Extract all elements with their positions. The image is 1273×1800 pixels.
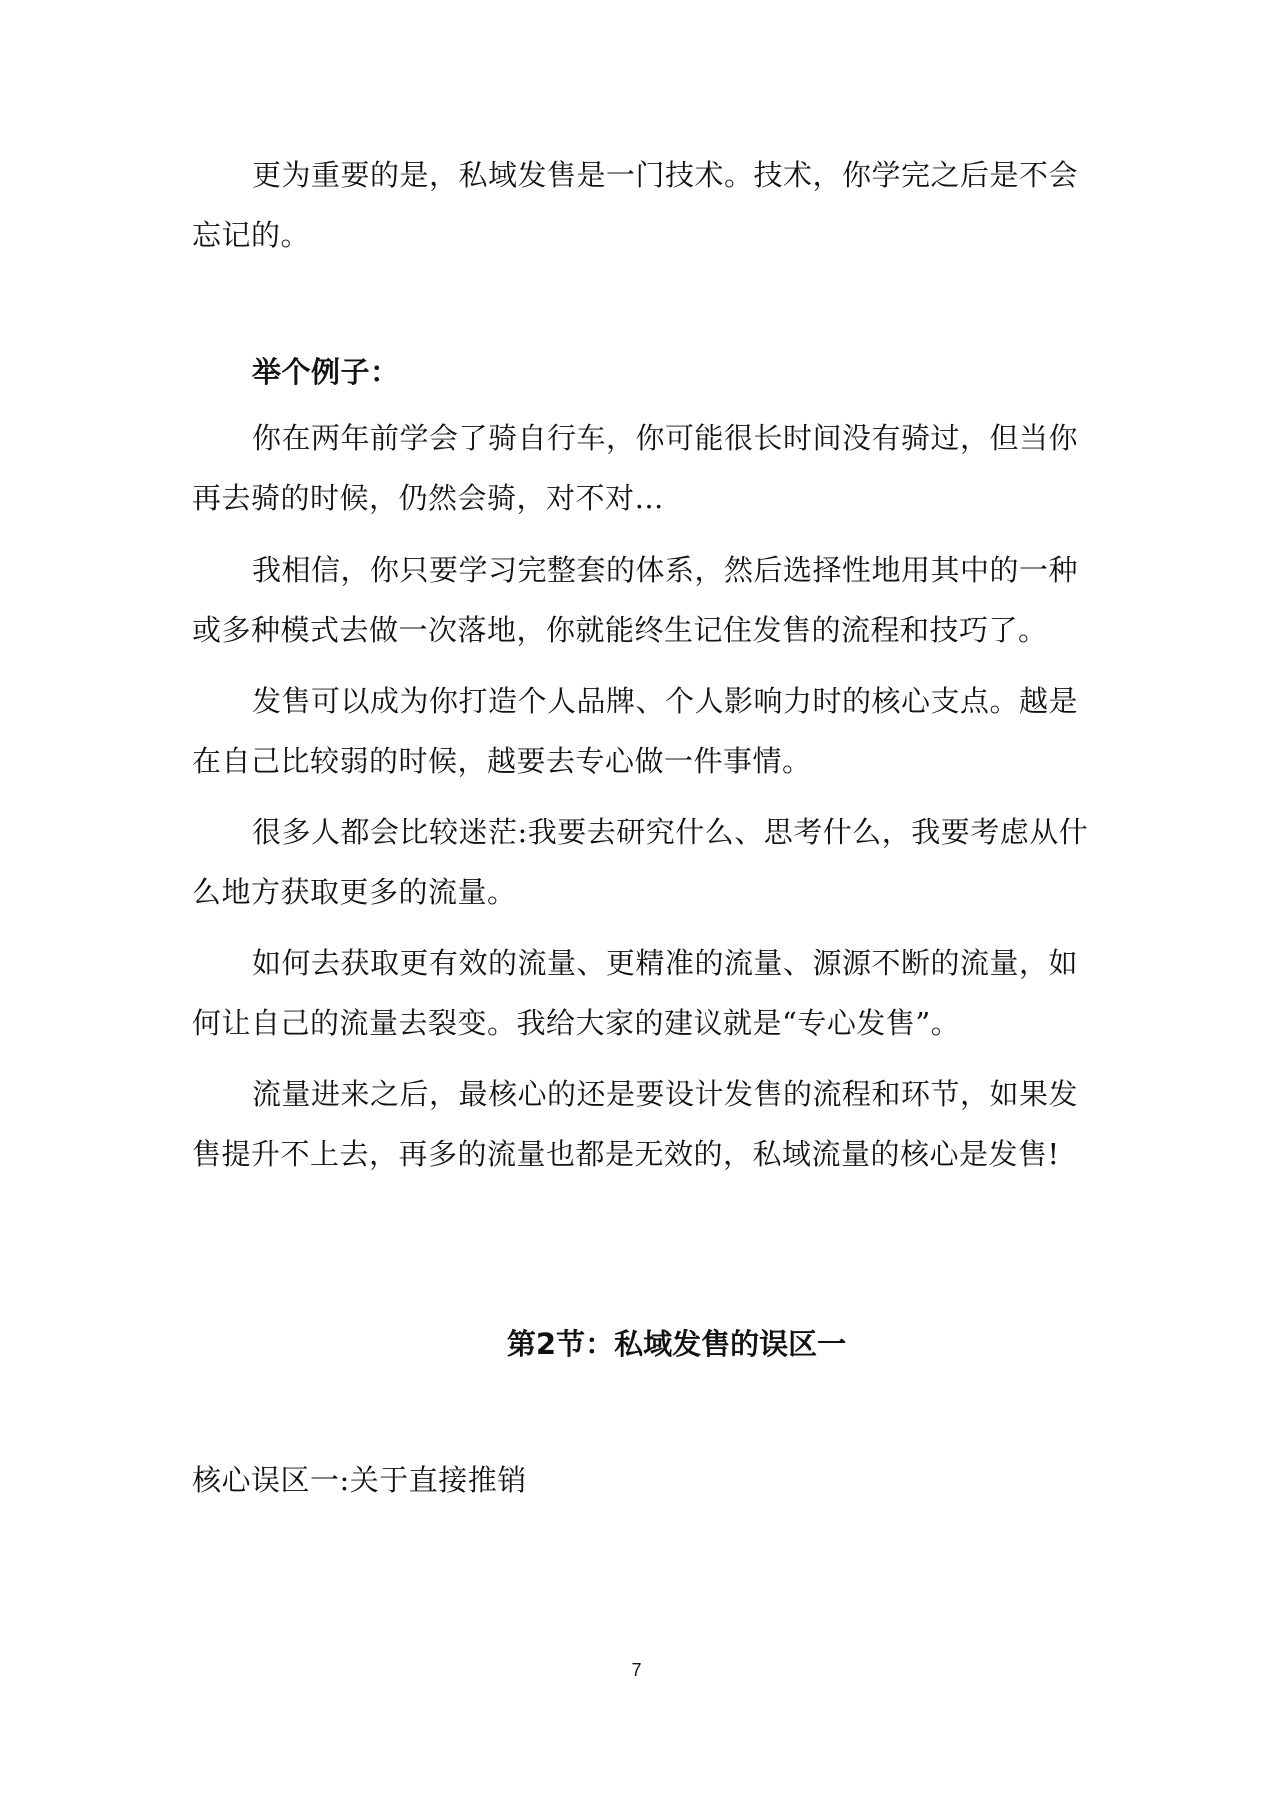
example-heading: 举个例子： (252, 355, 400, 389)
paragraph-text: 发售可以成为你打造个人品牌、个人影响力时的核心支点。越是在自己比较弱的时候，越要去专心做一件事情。 (192, 684, 1079, 778)
paragraph-brand (192, 671, 1092, 791)
paragraph-system (192, 540, 1092, 660)
paragraph-text: 你在两年前学会了骑自行车，你可能很长时间没有骑过，但当你再去骑的时候，仍然会骑，对不对… (192, 421, 1079, 515)
paragraph-confusion (192, 802, 1092, 922)
paragraph-text: 流量进来之后，最核心的还是要设计发售的流程和环节，如果发售提升不上去，再多的流量也都是无效的，私域流量的核心是发售! (192, 1077, 1079, 1171)
paragraph-text: 很多人都会比较迷茫:我要去研究什么、思考什么，我要考虑从什么地方获取更多的流量。 (192, 815, 1089, 909)
section-subheading-block (192, 1450, 1092, 1510)
paragraph-technique (192, 145, 1092, 265)
page-number: 7 (631, 1660, 642, 1680)
example-heading-block (192, 342, 1092, 402)
paragraph-bicycle (192, 408, 1092, 528)
paragraph-text: 更为重要的是，私域发售是一门技术。技术，你学完之后是不会忘记的。 (192, 158, 1079, 252)
paragraph-core (192, 1064, 1092, 1184)
paragraph-text: 如何去获取更有效的流量、更精准的流量、源源不断的流量，如何让自己的流量去裂变。我给大家的建议就是“专心发售”。 (192, 946, 1079, 1040)
paragraph-traffic (192, 933, 1092, 1053)
section-subheading: 核心误区一:关于直接推销 (192, 1463, 527, 1497)
section-title: 第2节：私域发售的误区一 (506, 1327, 847, 1361)
paragraph-text: 我相信，你只要学习完整套的体系，然后选择性地用其中的一种或多种模式去做一次落地，你就能终生记住发售的流程和技巧了。 (192, 553, 1079, 647)
